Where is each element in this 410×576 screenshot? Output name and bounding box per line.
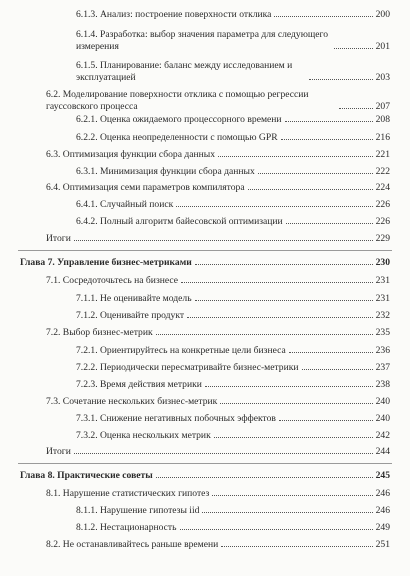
toc-page-number: 249: [375, 521, 390, 533]
toc-entry-title: 8.1.1. Нарушение гипотезы iid: [76, 504, 200, 516]
toc-entry-title: 6.1.4. Разработка: выбор значения параметра для следующего измерения: [76, 29, 328, 52]
dot-leader: [218, 156, 373, 157]
toc-page-number: 203: [375, 71, 390, 83]
dot-leader: [212, 495, 372, 496]
toc-entry-title: 7.3. Сочетание нескольких бизнес-метрик: [46, 395, 218, 407]
toc-page-number: 246: [375, 504, 390, 516]
dot-leader: [339, 108, 373, 109]
dot-leader: [156, 334, 373, 335]
toc-chapter-title: Глава 8. Практические советы: [20, 469, 153, 481]
toc-page-number: 246: [375, 487, 390, 499]
toc-page-number: 207: [375, 100, 390, 112]
toc-page-number: 200: [375, 8, 390, 20]
toc-page-number: 240: [375, 412, 390, 424]
dot-leader: [74, 240, 373, 241]
toc-entry-title: 7.1. Сосредоточьтесь на бизнесе: [46, 274, 178, 286]
toc-entry-title: 6.3. Оптимизация функции сбора данных: [46, 148, 216, 160]
dot-leader: [274, 16, 372, 17]
toc-page-number: 232: [375, 309, 390, 321]
dot-leader: [202, 512, 372, 513]
toc-page-number: 237: [375, 361, 390, 373]
toc-entry-title: 6.4.2. Полный алгоритм байесовской оптимизации: [76, 215, 283, 227]
toc-page-number: 235: [375, 326, 390, 338]
toc-entry-title: Итоги: [46, 445, 71, 457]
toc-page-number: 238: [375, 378, 390, 390]
dot-leader: [258, 173, 373, 174]
toc-page-number: 222: [375, 165, 390, 177]
dot-leader: [180, 529, 373, 530]
dot-leader: [281, 139, 373, 140]
dot-leader: [309, 79, 373, 80]
toc-entry-title: 6.4. Оптимизация семи параметров компилятора: [46, 181, 245, 193]
toc-entry-title: 7.2.1. Ориентируйтесь на конкретные цели бизнеса: [76, 344, 286, 356]
toc-entry-title: 7.2. Выбор бизнес-метрик: [46, 326, 153, 338]
toc-entry-title: 7.3.2. Оценка нескольких метрик: [76, 429, 211, 441]
toc-page-number: 229: [375, 232, 390, 244]
toc-entry-title: 6.3.1. Минимизация функции сбора данных: [76, 165, 255, 177]
toc-entry-title: 6.2.2. Оценка неопределенности с помощью GPR: [76, 131, 278, 143]
dot-leader: [248, 189, 373, 190]
toc-page-number: 226: [375, 215, 390, 227]
section-divider: [18, 463, 392, 464]
toc-entry-title: 6.1.5. Планирование: баланс между исследованием и эксплуатацией: [76, 60, 293, 83]
toc-page-number: 240: [375, 395, 390, 407]
dot-leader: [289, 352, 373, 353]
toc-entry-title: 7.1.2. Оценивайте продукт: [76, 309, 185, 321]
toc-entry-8-2: [0, 538, 410, 560]
dot-leader: [74, 453, 373, 454]
toc-page-number: 230: [375, 256, 390, 268]
dot-leader: [286, 223, 373, 224]
dot-leader: [187, 317, 373, 318]
toc-entry-title: 6.2.1. Оценка ожидаемого процессорного времени: [76, 113, 282, 125]
toc-page-number: 236: [375, 344, 390, 356]
toc-page-number: 244: [375, 445, 390, 457]
dot-leader: [176, 206, 372, 207]
dot-leader: [302, 369, 373, 370]
dot-leader: [214, 437, 373, 438]
dot-leader: [285, 121, 373, 122]
toc-page-number: 242: [375, 429, 390, 441]
toc-entry-title: 6.2. Моделирование поверхности отклика с помощью регрессии гауссовского процесса: [46, 89, 309, 112]
toc-page-number: 226: [375, 198, 390, 210]
toc-entry-title: 7.2.3. Время действия метрики: [76, 378, 202, 390]
dot-leader: [195, 264, 373, 265]
toc-page-number: 251: [375, 538, 390, 550]
dot-leader: [205, 386, 373, 387]
dot-leader: [334, 48, 373, 49]
dot-leader: [181, 282, 373, 283]
toc-entry-title: 7.2.2. Периодически пересматривайте бизнес-метрики: [76, 361, 299, 373]
dot-leader: [156, 477, 373, 478]
toc-entry-title: 8.2. Не останавливайтесь раньше времени: [46, 538, 219, 550]
toc-entry-6-1-4: [0, 27, 410, 52]
toc-entry-title: 8.1. Нарушение статистических гипотез: [46, 487, 210, 499]
dot-leader: [279, 420, 373, 421]
toc-entry-title: Итоги: [46, 232, 71, 244]
toc-entry-title: 7.3.1. Снижение негативных побочных эффектов: [76, 412, 276, 424]
toc-entry-title: 8.1.2. Нестационарность: [76, 521, 177, 533]
toc-entry-6-1-5: [0, 58, 410, 83]
toc-page-number: 245: [375, 469, 390, 481]
dot-leader: [221, 546, 372, 547]
toc-entry-title: 7.1.1. Не оценивайте модель: [76, 292, 192, 304]
toc-page-number: 221: [375, 148, 390, 160]
toc-entry-6-2: [0, 87, 410, 112]
dot-leader: [220, 403, 372, 404]
toc-page-number: 224: [375, 181, 390, 193]
toc-page-number: 231: [375, 274, 390, 286]
toc-entry-title: 6.1.3. Анализ: построение поверхности отклика: [76, 8, 272, 20]
section-divider: [18, 250, 392, 251]
toc-page-number: 231: [375, 292, 390, 304]
toc-page-number: 216: [375, 131, 390, 143]
toc-entry-title: 6.4.1. Случайный поиск: [76, 198, 174, 210]
toc-chapter-title: Глава 7. Управление бизнес-метриками: [20, 256, 192, 268]
toc-page-number: 208: [375, 113, 390, 125]
dot-leader: [195, 300, 373, 301]
toc-page-number: 201: [375, 40, 390, 52]
